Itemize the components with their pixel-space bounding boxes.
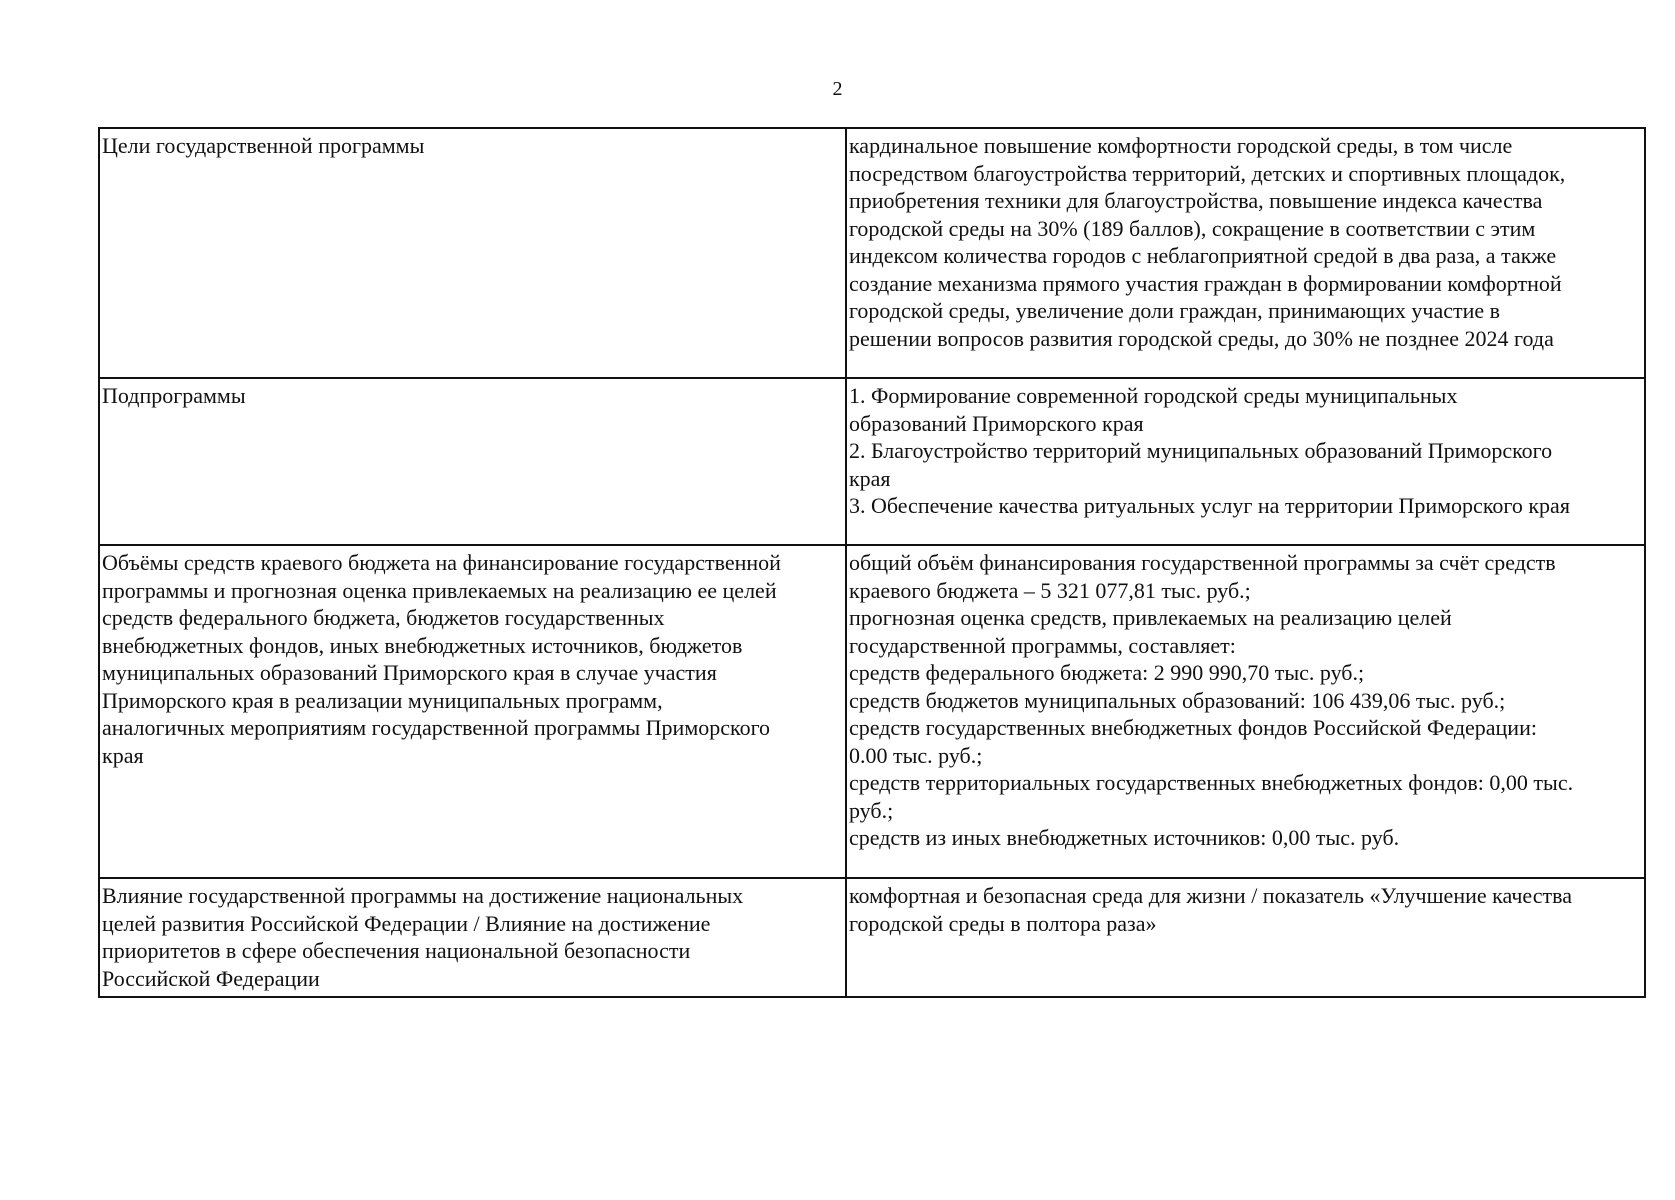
national-goals-label: Влияние государственной программы на достижение национальных целей развития Российской Федерации / Влияние на достижение приоритетов в сфере обеспечения национальной безопасности Российской Федерации [102,883,744,991]
funding-label-cell [99,545,846,878]
goals-label: Цели государственной программы [102,133,425,158]
table-row-funding [99,545,1645,878]
page-number: 2 [832,78,843,100]
goals-content-cell [846,128,1645,378]
subprograms-label: Подпрограммы [102,383,246,408]
table-row-goals [99,128,1645,378]
goals-content: кардинальное повышение комфортности городской среды, в том числе посредством благоустройства территорий, детских и спортивных площадок, приобретения техники для благоустройства, повышение индекса качества городской среды на 30% (189 баллов), сокращение в соответствии с этим индексом количества городов с неблагоприятной средой в два раза, а также создание механизма прямого участия граждан в формировании комфортной городской среды, увеличение доли граждан, принимающих участие в решении вопросов развития городской среды, до 30% не позднее 2024 года [848,133,1566,351]
program-passport-table [98,127,1646,998]
table-row-national-goals [99,878,1645,997]
funding-content: общий объём финансирования государственной программы за счёт средств краевого бюджета – 5 321 077,81 тыс. руб.; прогнозная оценка средств, привлекаемых на реализацию целей государственной программы, составляет: средств федерального бюджета: 2 990 990,70 тыс. руб.; средств бюджетов муниципальных образований: 106 439,06 тыс. руб.; средств государственных внебюджетных фондов Российской Федерации: 0.00 тыс. руб.; средств территориальных государственных внебюджетных фондов: 0,00 тыс. руб.; средств из иных внебюджетных источников: 0,00 тыс. руб. [848,550,1574,850]
national-goals-content: комфортная и безопасная среда для жизни / показатель «Улучшение качества городской среды в полтора раза» [848,883,1572,936]
funding-content-cell [846,545,1645,878]
subprograms-content: 1. Формирование современной городской среды муниципальных образований Приморского края 2. Благоустройство территорий муниципальных образований Приморского края 3. Обеспечение качества ритуальных услуг на территории Приморского края [848,383,1570,518]
funding-label: Объёмы средств краевого бюджета на финансирование государственной программы и прогнозная оценка привлекаемых на реализацию ее целей средств федерального бюджета, бюджетов государственных внебюджетных фондов, иных внебюджетных источников, бюджетов муниципальных образований Приморского края в случае участия Приморского края в реализации муниципальных программ, аналогичных мероприятиям государственной программы Приморского края [102,550,781,768]
subprograms-label-cell [99,378,846,545]
goals-label-cell [99,128,846,378]
table-row-subprograms [99,378,1645,545]
national-goals-label-cell [99,878,846,997]
national-goals-content-cell [846,878,1645,997]
subprograms-content-cell [846,378,1645,545]
